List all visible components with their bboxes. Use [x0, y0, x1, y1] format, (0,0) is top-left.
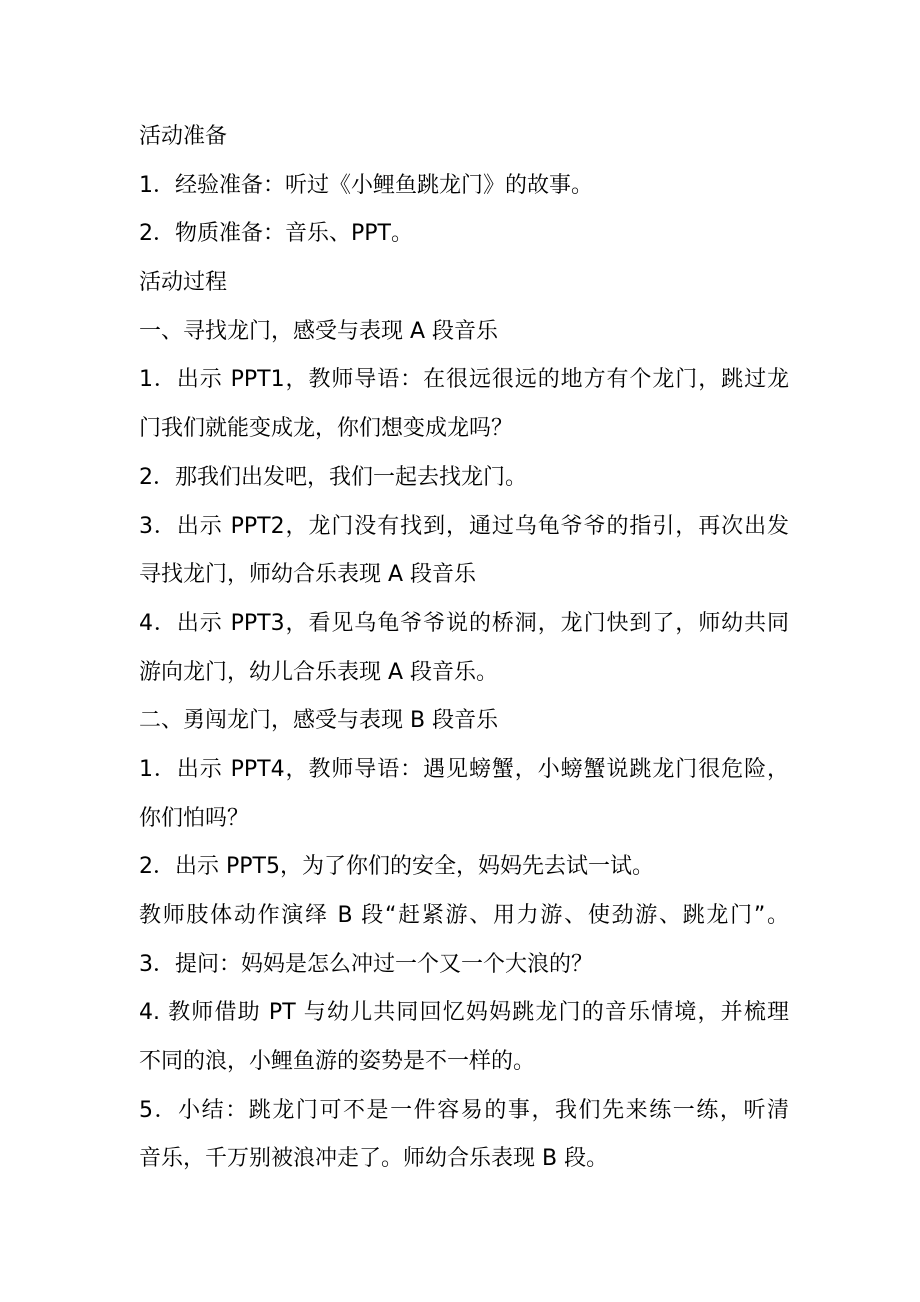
- text-line: 门我们就能变成龙，你们想变成龙吗？: [139, 416, 514, 442]
- text-line: 3．提问：妈妈是怎么冲过一个又一个大浪的？: [139, 951, 593, 977]
- text-line: 你们怕吗？: [139, 805, 250, 831]
- text-line: 教师肢体动作演绎 B 段“赶紧游、用力游、使劲游、跳龙门”。: [139, 903, 789, 928]
- text-line: 4．出示 PPT3，看见乌龟爷爷说的桥洞，龙门快到了，师幼共同: [139, 610, 789, 636]
- text-line: 1．出示 PPT4，教师导语：遇见螃蟹，小螃蟹说跳龙门很危险，: [139, 756, 789, 782]
- text-line: 4. 教师借助 PT 与幼儿共同回忆妈妈跳龙门的音乐情境，并梳理: [139, 1000, 789, 1026]
- text-line: 一、寻找龙门，感受与表现 A 段音乐: [139, 318, 499, 344]
- text-line: 音乐，千万别被浪冲走了。师幼合乐表现 B 段。: [139, 1146, 609, 1172]
- text-line: 3．出示 PPT2，龙门没有找到，通过乌龟爷爷的指引，再次出发: [139, 513, 789, 539]
- text-line: 活动准备: [139, 124, 228, 149]
- text-line: 寻找龙门，师幼合乐表现 A 段音乐: [139, 562, 477, 588]
- text-line: 1．出示 PPT1，教师导语：在很远很远的地方有个龙门，跳过龙: [139, 367, 789, 393]
- text-line: 活动过程: [139, 270, 228, 296]
- document-body: [139, 113, 789, 1184]
- text-line: 不同的浪，小鲤鱼游的姿势是不一样的。: [139, 1049, 536, 1075]
- text-line: 二、勇闯龙门，感受与表现 B 段音乐: [139, 708, 499, 734]
- text-line: 2．出示 PPT5，为了你们的安全，妈妈先去试一试。: [139, 854, 654, 880]
- text-line: 5．小结：跳龙门可不是一件容易的事，我们先来练一练，听清: [139, 1097, 789, 1123]
- text-line: 2．物质准备：音乐、PPT。: [139, 221, 413, 247]
- text-line: 2．那我们出发吧，我们一起去找龙门。: [139, 464, 527, 490]
- text-line: 1．经验准备：听过《小鲤鱼跳龙门》的故事。: [139, 172, 593, 198]
- text-line: 游向龙门，幼儿合乐表现 A 段音乐。: [139, 659, 499, 685]
